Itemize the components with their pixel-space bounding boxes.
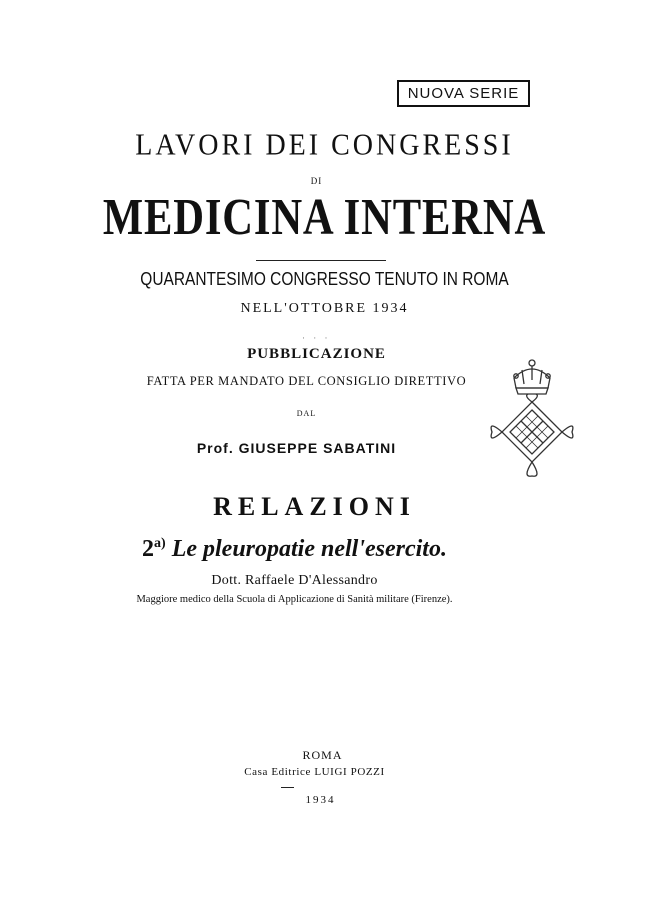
congress-date: NELL'OTTOBRE 1934 <box>240 301 409 316</box>
crowned-knot-emblem-icon <box>484 350 580 490</box>
series-label-box <box>397 80 530 107</box>
series-label: NUOVA SERIE <box>407 85 520 102</box>
report-title: Le pleuropatie nell'esercito. <box>171 536 447 562</box>
publication-editor: Prof. GIUSEPPE SABATINI <box>196 440 397 456</box>
imprint-divider <box>281 787 294 788</box>
header-line-2: DI <box>310 176 323 186</box>
report-heading: RELAZIONI <box>213 492 416 521</box>
imprint-year: 1934 <box>305 794 336 806</box>
report-number: 2 <box>142 536 155 562</box>
title-divider <box>256 260 386 261</box>
imprint-publisher: Casa Editrice LUIGI POZZI <box>244 766 385 778</box>
report-title-line <box>0 536 619 563</box>
publication-heading: PUBBLICAZIONE <box>247 346 386 362</box>
main-title: MEDICINA INTERNA <box>102 189 547 246</box>
report-author: Dott. Raffaele D'Alessandro <box>211 573 378 588</box>
publication-mandate: FATTA PER MANDATO DEL CONSIGLIO DIRETTIVO <box>146 374 467 388</box>
publication-by: DAL <box>296 409 317 418</box>
congress-title: QUARANTESIMO CONGRESSO TENUTO IN ROMA <box>140 269 509 289</box>
header-line-1: LAVORI DEI CONGRESSI <box>135 128 514 163</box>
report-number-suffix: a) <box>154 536 166 551</box>
report-affiliation: Maggiore medico della Scuola di Applicazione di Sanità militare (Firenze). <box>136 594 453 605</box>
faint-ornament: · · · <box>302 333 331 343</box>
imprint-city: ROMA <box>302 748 343 762</box>
